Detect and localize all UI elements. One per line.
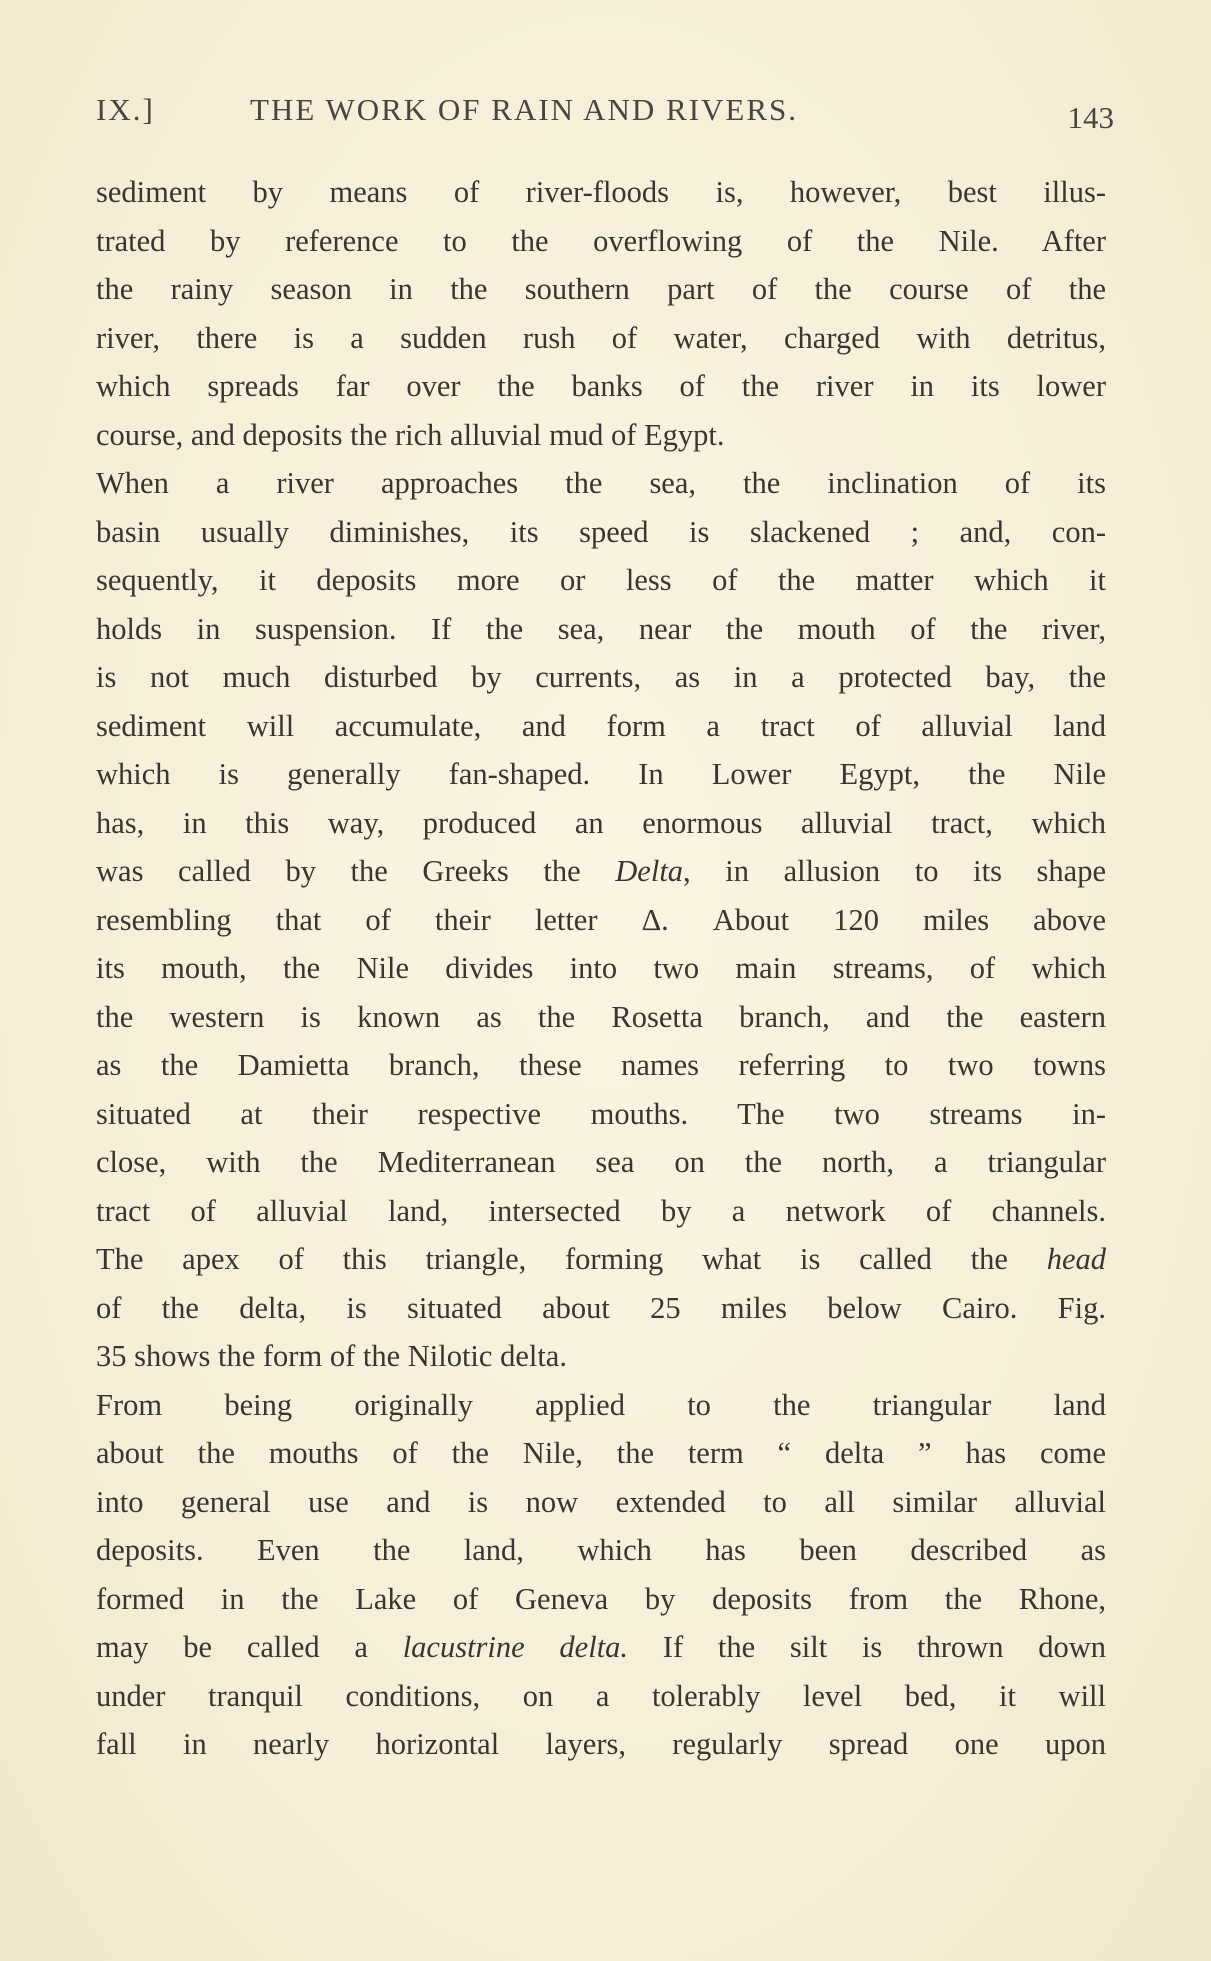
text-line: is not much disturbed by currents, as in a protected bay, the: [96, 660, 1106, 694]
text-line: tract of alluvial land, intersected by a network of channels.: [96, 1193, 1106, 1228]
text-line: From being originally applied to the triangular land: [96, 1387, 1106, 1422]
text-line: fall in nearly horizontal layers, regularly spread one upon: [96, 1727, 1106, 1761]
text-segment: The apex of this triangle, forming what is called the: [96, 1242, 1047, 1276]
body-text: [96, 168, 1106, 1769]
text-line: of the delta, is situated about 25 miles below Cairo. Fig.: [96, 1290, 1106, 1325]
text-line: situated at their respective mouths. The two streams in-: [96, 1096, 1106, 1131]
text-line: river, there is a sudden rush of water, charged with detritus,: [96, 320, 1106, 355]
text-line: [96, 847, 1106, 896]
chapter-number: IX.]: [96, 92, 155, 127]
text-line: about the mouths of the Nile, the term “ delta ” has come: [96, 1436, 1106, 1470]
text-line: sequently, it deposits more or less of the matter which it: [96, 563, 1106, 597]
italic-term: head: [1046, 1242, 1106, 1276]
text-line: sediment by means of river-floods is, however, best illus-: [96, 175, 1106, 209]
italic-term: lacustrine delta.: [402, 1630, 629, 1664]
text-line: the western is known as the Rosetta branch, and the eastern: [96, 999, 1106, 1034]
text-line: which is generally fan-shaped. In Lower Egypt, the Nile: [96, 757, 1106, 791]
text-line: [96, 1623, 1106, 1672]
text-line: formed in the Lake of Geneva by deposits from the Rhone,: [96, 1581, 1106, 1616]
text-line: into general use and is now extended to all similar alluvial: [96, 1484, 1106, 1519]
text-line: as the Damietta branch, these names referring to two towns: [96, 1048, 1106, 1082]
text-line: When a river approaches the sea, the inclination of its: [96, 466, 1106, 500]
text-segment: , in allusion to its shape: [683, 854, 1106, 888]
text-line: [96, 1235, 1106, 1284]
text-line: deposits. Even the land, which has been described as: [96, 1533, 1106, 1567]
text-line: close, with the Mediterranean sea on the north, a triangular: [96, 1145, 1106, 1179]
text-line: sediment will accumulate, and form a tract of alluvial land: [96, 708, 1106, 743]
text-segment: If the silt is thrown down: [628, 1630, 1106, 1664]
text-line: basin usually diminishes, its speed is slackened ; and, con-: [96, 514, 1106, 549]
text-line: its mouth, the Nile divides into two main streams, of which: [96, 951, 1106, 985]
running-head: [96, 92, 1114, 135]
text-line: holds in suspension. If the sea, near the mouth of the river,: [96, 611, 1106, 646]
text-segment: was called by the Greeks the: [96, 854, 616, 888]
italic-term: Delta: [615, 854, 684, 888]
text-line: has, in this way, produced an enormous alluvial tract, which: [96, 805, 1106, 840]
text-line: course, and deposits the rich alluvial mud of Egypt.: [96, 417, 725, 452]
text-line: under tranquil conditions, on a tolerably level bed, it will: [96, 1678, 1106, 1713]
text-segment: may be called a: [96, 1630, 403, 1664]
text-line: 35 shows the form of the Nilotic delta.: [96, 1339, 567, 1373]
text-line: trated by reference to the overflowing of the Nile. After: [96, 223, 1106, 258]
text-line: the rainy season in the southern part of the course of the: [96, 272, 1106, 306]
text-line: which spreads far over the banks of the river in its lower: [96, 369, 1106, 403]
text-line: resembling that of their letter Δ. About 120 miles above: [96, 902, 1106, 937]
page-number: 143: [1067, 100, 1114, 135]
running-title: THE WORK OF RAIN AND RIVERS.: [250, 92, 799, 127]
